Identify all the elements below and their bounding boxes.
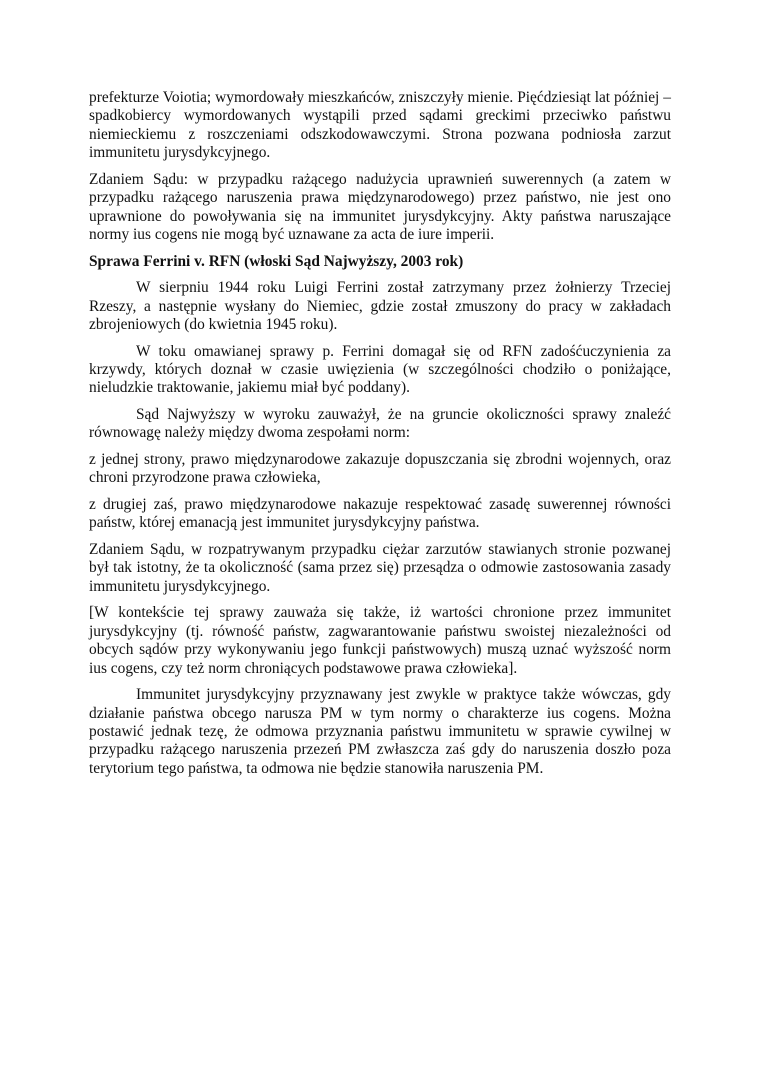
section-heading: Sprawa Ferrini v. RFN (włoski Sąd Najwyższy, 2003 rok) xyxy=(89,252,464,270)
paragraph: Zdaniem Sądu, w rozpatrywanym przypadku ciężar zarzutów stawianych stronie pozwanej był tak istotny, że ta okoliczność (sama przez się) przesądza o odmowie zastosowania zasady immunitetu jurysdykcyjnego. xyxy=(89,541,671,595)
document-page xyxy=(89,89,671,786)
paragraph: [W kontekście tej sprawy zauważa się także, iż wartości chronione przez immunitet jurysdykcyjny (tj. równość państw, zagwarantowanie państwu swoistej niezależności od obcych sądów przy wykonywaniu jego funkcji państwowych) muszą uznać wyższość norm ius cogens, czy też norm chroniących podstawowe prawa człowieka]. xyxy=(89,604,671,677)
paragraph: z drugiej zaś, prawo międzynarodowe nakazuje respektować zasadę suwerennej równości państw, której emanacją jest immunitet jurysdykcyjny państwa. xyxy=(89,496,671,532)
paragraph: W sierpniu 1944 roku Luigi Ferrini został zatrzymany przez żołnierzy Trzeciej Rzeszy, a następnie wysłany do Niemiec, gdzie został zmuszony do pracy w zakładach zbrojeniowych (do kwietnia 1945 roku). xyxy=(89,279,671,334)
paragraph: Immunitet jurysdykcyjny przyznawany jest zwykle w praktyce także wówczas, gdy działanie państwa obcego narusza PM w tym normy o charakterze ius cogens. Można postawić jednak tezę, że odmowa przyznania państwu immunitetu w sprawie cywilnej w przypadku rażącego naruszenia przezeń PM zwłaszcza zaś gdy do naruszenia doszło poza terytorium tego państwa, ta odmowa nie będzie stanowiła naruszenia PM. xyxy=(89,686,671,777)
paragraph: z jednej strony, prawo międzynarodowe zakazuje dopuszczania się zbrodni wojennych, oraz chroni przyrodzone prawa człowieka, xyxy=(89,451,671,487)
paragraph: Sąd Najwyższy w wyroku zauważył, że na gruncie okoliczności sprawy znaleźć równowagę należy między dwoma zespołami norm: xyxy=(89,406,671,442)
paragraph: prefekturze Voiotia; wymordowały mieszkańców, zniszczyły mienie. Pięćdziesiąt lat później – spadkobiercy wymordowanych wystąpili przed sądami greckimi przeciwko państwu niemieckiemu z roszczeniami odszkodowawczymi. Strona pozwana podniosła zarzut immunitetu jurysdykcyjnego. xyxy=(89,89,671,162)
paragraph: Zdaniem Sądu: w przypadku rażącego nadużycia uprawnień suwerennych (a zatem w przypadku rażącego naruszenia prawa międzynarodowego) przez państwo, nie jest ono uprawnione do powoływania się na immunitet jurysdykcyjny. Akty państwa naruszające normy ius cogens nie mogą być uznawane za acta de iure imperii. xyxy=(89,170,671,244)
paragraph: W toku omawianej sprawy p. Ferrini domagał się od RFN zadośćuczynienia za krzywdy, których doznał w czasie uwięzienia (w szczególności chodziło o poniżające, nieludzkie traktowanie, jakiemu miał być poddany). xyxy=(89,342,671,397)
